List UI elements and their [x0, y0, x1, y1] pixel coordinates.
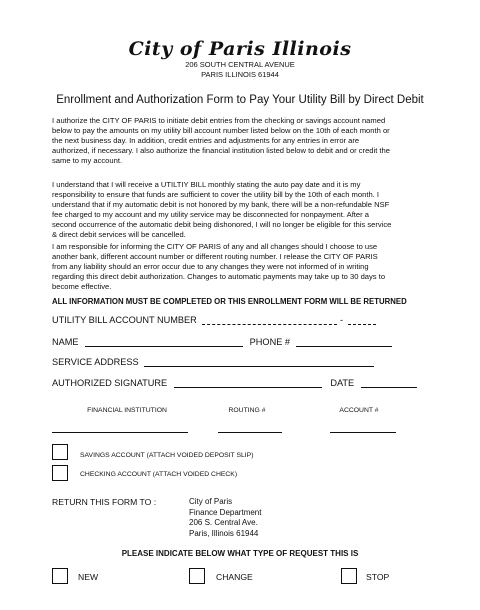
new-checkbox[interactable]	[52, 568, 68, 584]
responsibility-paragraph-text: I understand that I will receive a UTILTIY BILL monthly stating the auto pay date and it is my responsibility to ensure that funds are sufficient to cover the utility bill by the 10th of each month. I understand that if my automatic debit is not honored by my bank, there will be a non-refundable NSF fee charged to my account and my utility service may be disconnected for nonpayment. After a second occurrence of the automatic debit being dishonored, I will no longer be eligible for this service & direct debit services will be cancelled.	[52, 180, 392, 239]
account-number-suffix-field[interactable]	[348, 315, 376, 325]
request-type-heading: PLEASE INDICATE BELOW WHAT TYPE OF REQUEST THIS IS	[121, 549, 359, 558]
signature-date-row	[52, 378, 417, 388]
savings-label: SAVINGS ACCOUNT (ATTACH VOIDED DEPOSIT SLIP)	[80, 452, 254, 459]
routing-header: ROUTING #	[228, 407, 266, 414]
return-address	[189, 497, 261, 539]
service-address-field[interactable]	[144, 357, 374, 367]
account-number-row	[52, 315, 376, 325]
responsibility-paragraph	[52, 180, 392, 240]
new-label: NEW	[78, 572, 99, 582]
account-number-field[interactable]	[202, 315, 337, 325]
return-address-line: 206 S. Central Ave.	[189, 518, 258, 527]
return-label: RETURN THIS FORM TO :	[52, 497, 157, 507]
service-address-row	[52, 357, 374, 367]
name-field[interactable]	[85, 337, 243, 347]
release-paragraph-text: I am responsible for informing the CITY OF PARIS of any and all changes should I choose to use another bank, different account number or different routing number. I release the CITY OF PARIS from any liability should an error occur due to any changes they were not informed of in writing regarding this direct debit authorization. Changes to automatic payments may take up to 30 days to become effective.	[52, 242, 386, 291]
stop-checkbox[interactable]	[341, 568, 357, 584]
date-field[interactable]	[361, 378, 417, 388]
return-address-line: City of Paris	[189, 497, 233, 506]
release-paragraph	[52, 242, 392, 292]
city-title: City of Paris Illinois	[128, 38, 352, 60]
address-line-2: PARIS ILLINOIS 61944	[201, 70, 279, 79]
financial-institution-field[interactable]	[52, 432, 188, 433]
signature-label: AUTHORIZED SIGNATURE	[52, 378, 168, 388]
name-phone-row	[52, 337, 392, 347]
date-label: DATE	[330, 378, 355, 388]
account-field[interactable]	[330, 432, 396, 433]
checking-checkbox[interactable]	[52, 465, 68, 481]
account-header: ACCOUNT #	[339, 407, 379, 414]
name-label: NAME	[52, 337, 79, 347]
savings-checkbox[interactable]	[52, 444, 68, 460]
signature-field[interactable]	[174, 378, 322, 388]
routing-field[interactable]	[218, 432, 282, 433]
address-line-1: 206 SOUTH CENTRAL AVENUE	[185, 60, 295, 69]
authorization-paragraph	[52, 116, 392, 166]
phone-field[interactable]	[296, 337, 392, 347]
account-number-separator: -	[339, 315, 344, 325]
account-number-label: UTILITY BILL ACCOUNT NUMBER	[52, 315, 197, 325]
stop-label: STOP	[366, 572, 390, 582]
phone-label: PHONE #	[249, 337, 291, 347]
return-address-line: Finance Department	[189, 507, 262, 517]
financial-institution-header: FINANCIAL INSTITUTION	[87, 407, 167, 414]
service-address-label: SERVICE ADDRESS	[52, 357, 139, 367]
checking-label: CHECKING ACCOUNT (ATTACH VOIDED CHECK)	[80, 471, 238, 478]
return-address-line: Paris, Illinois 61944	[189, 528, 259, 538]
completion-notice: ALL INFORMATION MUST BE COMPLETED OR THIS ENROLLMENT FORM WILL BE RETURNED	[52, 297, 407, 306]
change-checkbox[interactable]	[189, 568, 205, 584]
change-label: CHANGE	[216, 572, 253, 582]
form-title: Enrollment and Authorization Form to Pay Your Utility Bill by Direct Debit	[56, 94, 424, 106]
authorization-paragraph-text: I authorize the CITY OF PARIS to initiate debit entries from the checking or savings account named below to pay the amounts on my utility bill account number listed below on the 10th of each month or the next business day. In addition, credit entries and adjustments for any entries in error are authorized, if necessary. I also authorize the financial institution listed below to debit and or credit the same to my account.	[52, 116, 390, 165]
